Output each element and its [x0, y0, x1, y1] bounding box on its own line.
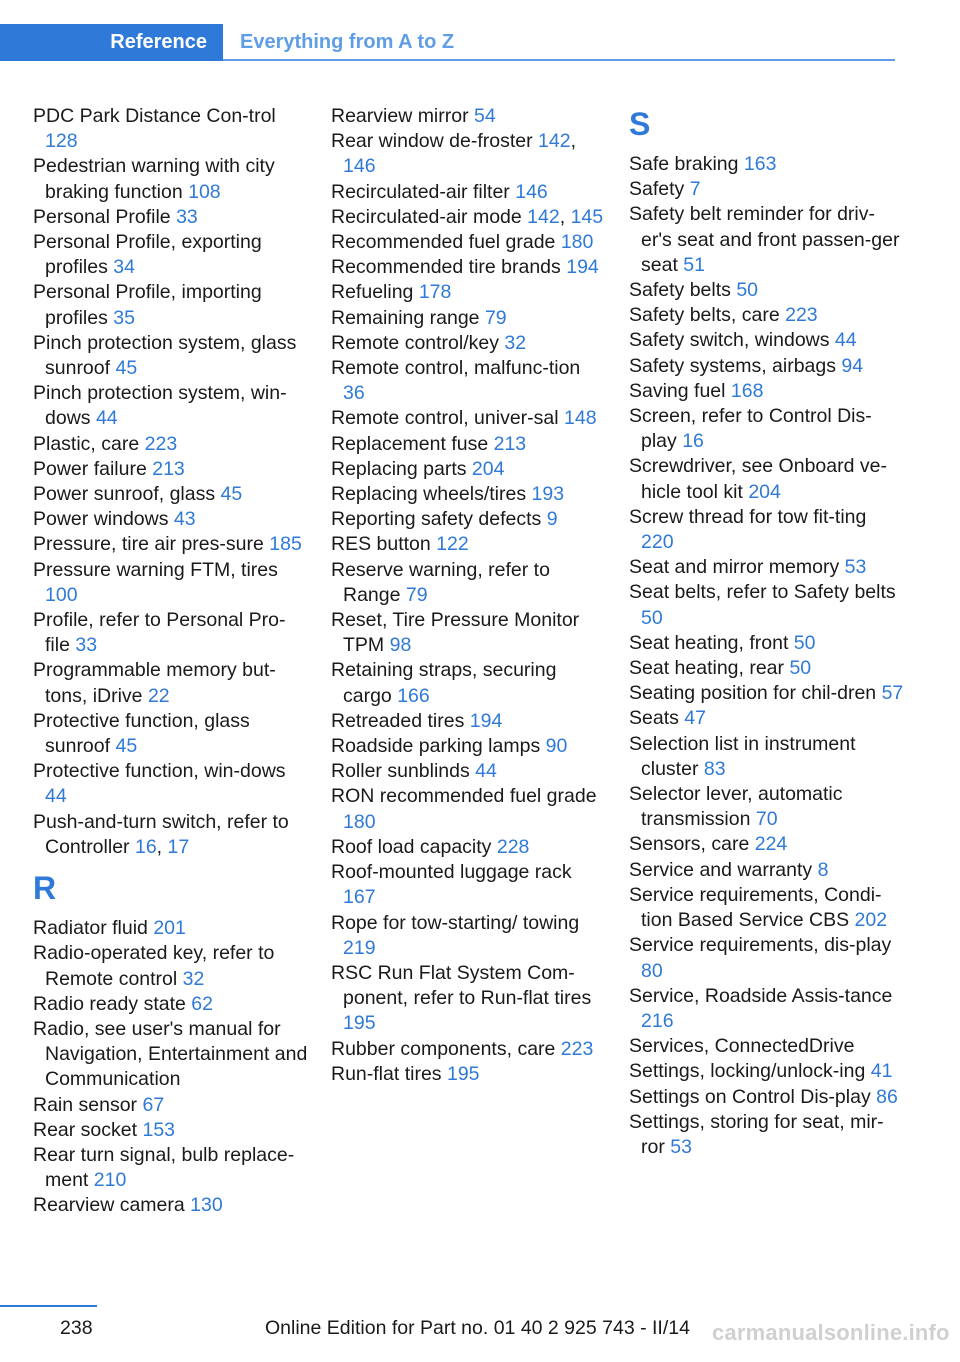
index-entry — [629, 706, 904, 731]
index-page-link[interactable]: 219 — [343, 936, 376, 959]
index-entry-term: Push-and-turn switch, refer to Controller — [33, 810, 289, 858]
index-entry — [629, 883, 904, 933]
index-page-link[interactable]: 146 — [515, 180, 548, 203]
edition-note: Online Edition for Part no. 01 40 2 925 743 - II/14 — [265, 1317, 690, 1339]
index-page-link[interactable]: 50 — [641, 606, 663, 629]
index-entry-term: Radio, see user's manual for Navigation, Entertainment and Communication — [33, 1017, 308, 1091]
index-entry — [629, 328, 904, 353]
index-entry-term: Recommended fuel grade — [331, 231, 556, 254]
index-entry — [33, 1193, 308, 1218]
index-page-link[interactable]: 216 — [641, 1009, 674, 1032]
index-page-link[interactable]: 220 — [641, 531, 674, 554]
index-page-link[interactable]: 45 — [115, 357, 138, 380]
index-entry — [331, 180, 606, 205]
index-page-link[interactable]: 53 — [670, 1135, 692, 1158]
index-page-link[interactable]: 86 — [876, 1085, 898, 1108]
index-entry-term: RON recommended fuel grade — [331, 785, 597, 808]
index-entry-term: Pinch protection system, glass sunroof — [33, 331, 297, 380]
index-page-link[interactable]: 57 — [881, 682, 904, 705]
index-page-link[interactable]: 210 — [93, 1169, 127, 1192]
index-entry-term: Selector lever, automatic transmission — [629, 783, 843, 831]
watermark-logo: carmanualsonline.info — [712, 1320, 950, 1345]
index-page-link[interactable]: 22 — [147, 684, 170, 707]
index-entry-term: Rear window de-froster — [331, 130, 533, 153]
index-page-link[interactable]: 146 — [343, 155, 376, 178]
index-page-link[interactable]: 45 — [115, 735, 138, 758]
index-page-link[interactable]: 142 — [538, 130, 571, 153]
index-entry — [331, 784, 606, 834]
index-entry-term: Recirculated-air filter — [331, 180, 510, 203]
index-page-link[interactable]: 35 — [113, 306, 135, 329]
index-page-link[interactable]: 33 — [75, 634, 98, 657]
index-entry-term: Remaining range — [331, 306, 480, 329]
index-entry-term: Power windows — [33, 508, 169, 531]
index-entry-term: Retreaded tires — [331, 709, 465, 732]
index-entry-term: Remote control/key — [331, 331, 499, 354]
index-column-3 — [629, 104, 904, 1160]
index-entry-term: Power sunroof, glass — [33, 483, 216, 506]
index-page-link[interactable]: 122 — [436, 533, 469, 556]
index-entry — [33, 205, 308, 230]
index-entry — [629, 580, 904, 630]
index-entry-term: Roadside parking lamps — [331, 735, 541, 758]
index-page-link[interactable]: 44 — [95, 407, 118, 430]
index-page-link[interactable]: 9 — [546, 508, 558, 531]
index-page-link[interactable]: 193 — [531, 483, 565, 506]
index-entry — [331, 1062, 606, 1087]
index-page-link[interactable]: 33 — [176, 205, 198, 228]
index-page-link[interactable]: 94 — [841, 354, 864, 377]
index-entry — [629, 732, 904, 782]
index-entry — [629, 782, 904, 832]
index-entry — [629, 454, 904, 504]
index-entry — [33, 432, 308, 457]
index-entry — [33, 658, 308, 708]
index-entry — [629, 278, 904, 303]
index-page-link[interactable]: 70 — [755, 808, 778, 831]
index-entry-term: Service and warranty — [629, 858, 813, 881]
index-entry-term: Replacement fuse — [331, 432, 489, 455]
index-entry — [629, 303, 904, 328]
index-entry — [629, 1085, 904, 1110]
index-entry — [629, 177, 904, 202]
index-entry-term: Rain sensor — [33, 1093, 138, 1116]
index-page-link[interactable]: 202 — [854, 909, 888, 932]
index-entry-term: Service, Roadside Assis-tance — [629, 984, 893, 1007]
index-entry-term: Rubber components, care — [331, 1037, 556, 1060]
index-entry-term: Seats — [629, 707, 679, 730]
index-entry — [33, 709, 308, 759]
header-subsection-title: Everything from A to Z — [240, 31, 455, 53]
index-entry-term: Personal Profile, importing profiles — [33, 281, 262, 329]
index-entry — [33, 1118, 308, 1143]
index-page-link[interactable]: 83 — [703, 757, 726, 780]
index-page-link[interactable]: 44 — [834, 329, 857, 352]
index-page-link[interactable]: 44 — [45, 785, 67, 808]
index-page-link[interactable]: 223 — [560, 1037, 594, 1060]
index-entry — [629, 832, 904, 857]
index-entry-term: Settings on Control Dis-play — [629, 1085, 871, 1108]
index-page-link[interactable]: 79 — [405, 583, 428, 606]
index-entry-term: Pinch protection system, win-dows — [33, 382, 287, 430]
index-entry — [331, 1037, 606, 1062]
index-page-link[interactable]: 16 — [134, 835, 157, 858]
index-entry — [331, 406, 606, 431]
index-entry-term: Saving fuel — [629, 379, 726, 402]
index-page-link[interactable]: 145 — [570, 205, 604, 228]
index-entry — [331, 331, 606, 356]
index-entry — [629, 656, 904, 681]
index-page-link[interactable]: 168 — [730, 379, 764, 402]
index-entry — [33, 507, 308, 532]
index-entry-term: Safety belt reminder for driv-er's seat and front passen-ger seat — [629, 203, 900, 276]
index-page-link[interactable]: 153 — [142, 1118, 176, 1141]
index-entry — [33, 381, 308, 431]
index-entry-term: Protective function, win-dows — [33, 760, 286, 783]
index-entry-term: Reserve warning, refer to Range — [331, 558, 550, 606]
index-entry — [629, 152, 904, 177]
index-entry — [629, 404, 904, 454]
index-page-link[interactable]: 128 — [45, 130, 78, 153]
index-page-link[interactable]: 224 — [754, 833, 788, 856]
index-entry — [33, 916, 308, 941]
index-entry — [629, 379, 904, 404]
index-page-link[interactable]: 178 — [418, 281, 452, 304]
index-entry-term: Roller sunblinds — [331, 760, 470, 783]
index-entry-term: Screwdriver, see Onboard ve-hicle tool kit — [629, 455, 887, 503]
index-entry — [629, 1059, 904, 1084]
index-entry — [629, 505, 904, 555]
index-page-link[interactable]: 204 — [748, 480, 781, 503]
index-column-2 — [331, 104, 606, 1087]
index-entry — [331, 306, 606, 331]
index-page-link[interactable]: 204 — [471, 457, 505, 480]
index-entry — [331, 658, 606, 708]
index-entry-term: PDC Park Distance Con-trol — [33, 105, 276, 127]
index-entry — [33, 941, 308, 991]
index-page-link[interactable]: 79 — [484, 306, 507, 329]
index-entry-term: Personal Profile, exporting profiles — [33, 231, 262, 279]
index-entry — [331, 230, 606, 255]
index-letter-heading: S — [629, 106, 651, 142]
index-entry — [629, 202, 904, 278]
index-entry — [33, 230, 308, 280]
index-entry — [331, 961, 606, 1037]
index-entry-term: Seating position for chil-dren — [629, 682, 877, 705]
index-entry-term: Refueling — [331, 281, 414, 304]
index-page-link[interactable]: 98 — [389, 634, 412, 657]
index-page-link[interactable]: 47 — [684, 707, 706, 730]
index-entry — [331, 356, 606, 406]
index-entry-term: Settings, storing for seat, mir-ror — [629, 1110, 884, 1158]
index-entry — [331, 104, 606, 129]
index-page-link[interactable]: 180 — [343, 810, 376, 833]
index-page-link[interactable]: 44 — [475, 760, 497, 783]
index-page-link[interactable]: 100 — [45, 583, 78, 606]
index-entry — [331, 507, 606, 532]
index-page-link[interactable]: 53 — [844, 556, 867, 579]
index-page-link[interactable]: 194 — [566, 256, 599, 279]
index-entry-term: Personal Profile — [33, 205, 171, 228]
index-entry-term: Power failure — [33, 457, 147, 480]
footer-rule — [0, 1305, 97, 1307]
index-entry-term: Programmable memory but-tons, iDrive — [33, 659, 276, 707]
header-rule — [223, 59, 895, 61]
index-page-link[interactable]: 45 — [220, 483, 243, 506]
index-entry-term: Safety switch, windows — [629, 329, 830, 352]
index-entry — [331, 482, 606, 507]
index-entry-term: Recommended tire brands — [331, 256, 561, 279]
index-page-link[interactable]: 213 — [493, 432, 527, 455]
index-entry-term: Screw thread for tow fit-ting — [629, 505, 867, 528]
index-entry-term: Reporting safety defects — [331, 508, 542, 531]
index-entry — [331, 911, 606, 961]
index-entry — [33, 154, 308, 204]
index-entry — [331, 255, 606, 280]
index-page-link[interactable]: 80 — [641, 959, 663, 982]
index-page-link[interactable]: 142 — [527, 205, 560, 228]
index-entry-term: RSC Run Flat System Com-ponent, refer to Run-flat tires — [331, 961, 592, 1010]
index-entry — [331, 860, 606, 910]
index-entry — [33, 1143, 308, 1193]
index-entry — [629, 631, 904, 656]
index-page-link[interactable]: 195 — [343, 1012, 376, 1035]
index-entry-term: Safety belts — [629, 279, 731, 302]
index-page-link[interactable]: 17 — [167, 835, 190, 858]
index-entry-term: Remote control, univer-sal — [331, 407, 559, 430]
index-entry-term: Safe braking — [629, 153, 739, 175]
index-entry-term: Retaining straps, securing cargo — [331, 659, 557, 707]
index-page-link[interactable]: 8 — [817, 858, 829, 881]
index-page-link[interactable]: 16 — [682, 430, 704, 453]
index-letter-heading: R — [33, 870, 57, 907]
index-entry: Push-and-turn switch, refer to Controller 16, 17 — [33, 810, 289, 858]
index-entry — [331, 532, 606, 557]
index-entry-term: Rearview mirror — [331, 105, 469, 127]
index-page-link[interactable]: 50 — [736, 279, 759, 302]
index-page-link[interactable]: 54 — [474, 105, 496, 127]
index-entry-term: Replacing parts — [331, 457, 467, 480]
index-entry — [33, 532, 308, 557]
index-entry-term: Pedestrian warning with city braking function — [33, 155, 275, 203]
index-entry — [331, 608, 606, 658]
index-entry-term: Safety — [629, 178, 685, 201]
index-entry-term: RES button — [331, 533, 431, 556]
index-page-link[interactable]: 90 — [545, 735, 568, 758]
index-page-link[interactable]: 148 — [564, 407, 597, 430]
index-page-link[interactable]: 50 — [793, 631, 816, 654]
index-page-link[interactable]: 67 — [142, 1093, 165, 1116]
index-page-link[interactable]: 130 — [190, 1194, 223, 1217]
index-entry-term: Rear turn signal, bulb replace-ment — [33, 1143, 295, 1192]
index-page-link[interactable]: 34 — [113, 256, 135, 279]
index-entry — [629, 984, 904, 1034]
index-entry — [629, 354, 904, 379]
index-entry — [331, 734, 606, 759]
index-entry — [331, 558, 606, 608]
index-entry-term: Pressure warning FTM, tires — [33, 558, 278, 581]
index-page-link[interactable]: 201 — [153, 917, 186, 940]
index-page-link[interactable]: 108 — [188, 180, 221, 203]
index-entry-term: Radio ready state — [33, 992, 186, 1015]
index-page-link[interactable]: 167 — [343, 886, 376, 909]
index-page-link[interactable]: 51 — [683, 253, 705, 276]
index-entry-term: Remote control, malfunc-tion — [331, 357, 581, 380]
index-entry — [33, 1017, 308, 1093]
index-entry — [629, 1034, 904, 1059]
index-page-link[interactable]: 185 — [269, 533, 302, 556]
index-entry — [331, 709, 606, 734]
index-entry — [33, 759, 308, 809]
index-entry — [33, 280, 308, 330]
index-entry — [331, 432, 606, 457]
index-page-link[interactable]: 62 — [191, 992, 213, 1015]
index-entry-term: Plastic, care — [33, 432, 140, 455]
index-entry-term: Safety belts, care — [629, 304, 780, 327]
index-entry — [629, 858, 904, 883]
index-entry — [33, 1093, 308, 1118]
index-page-link[interactable]: 163 — [743, 153, 777, 175]
index-entry-term: Replacing wheels/tires — [331, 483, 527, 506]
index-entry-term: Seat belts, refer to Safety belts — [629, 581, 896, 604]
index-entry-term: Rear socket — [33, 1118, 138, 1141]
index-entry — [331, 759, 606, 784]
index-entry-term: Settings, locking/unlock-ing — [629, 1060, 866, 1083]
index-entry — [33, 457, 308, 482]
index-entry-term: Radio-operated key, refer to Remote control — [33, 942, 275, 990]
page-number: 238 — [60, 1317, 93, 1339]
index-entry-term: Protective function, glass sunroof — [33, 709, 250, 758]
index-page-link[interactable]: 166 — [397, 684, 430, 707]
index-page-link[interactable]: 43 — [173, 508, 196, 531]
index-entry — [331, 280, 606, 305]
index-entry-term: Seat heating, rear — [629, 657, 785, 680]
index-entry — [33, 104, 308, 154]
index-entry-term: Screen, refer to Control Dis-play — [629, 405, 872, 453]
index-entry-term: Roof load capacity — [331, 835, 492, 858]
index-entry — [629, 933, 904, 983]
index-entry-term: Profile, refer to Personal Pro-file — [33, 609, 286, 657]
index-entry-term: Safety systems, airbags — [629, 354, 836, 377]
index-page-link[interactable]: 36 — [343, 382, 365, 405]
index-entry-term: Services, ConnectedDrive — [629, 1035, 855, 1058]
index-entry-term: Pressure, tire air pres-sure — [33, 533, 264, 556]
index-entry-term: Reset, Tire Pressure Monitor TPM — [331, 609, 580, 657]
index-page-link[interactable]: 32 — [504, 331, 527, 354]
index-entry-term: Recirculated-air mode — [331, 205, 522, 228]
index-entry-term: Selection list in instrument cluster — [629, 732, 856, 780]
index-entry — [331, 457, 606, 482]
index-entry-term: Rope for tow-starting/ towing — [331, 911, 580, 934]
index-page-link[interactable]: 223 — [785, 304, 818, 327]
index-column-1 — [33, 104, 308, 1219]
index-page-link[interactable]: 223 — [144, 432, 178, 455]
header-section-tab: Reference — [0, 24, 223, 61]
index-page-link[interactable]: 228 — [496, 835, 530, 858]
index-page-link[interactable]: 213 — [152, 457, 185, 480]
index-entry-term: Service requirements, Condi-tion Based Service CBS — [629, 883, 882, 932]
index-entry — [629, 555, 904, 580]
index-entry-term: Rearview camera — [33, 1194, 185, 1217]
index-entry — [33, 992, 308, 1017]
index-entry-term: Radiator fluid — [33, 917, 148, 940]
index-entry — [33, 608, 308, 658]
index-page-link[interactable]: 195 — [446, 1062, 480, 1085]
index-entry — [629, 1110, 904, 1160]
index-entry-term: Run-flat tires — [331, 1062, 442, 1085]
index-page-link[interactable]: 50 — [789, 657, 812, 680]
index-entry: Recirculated-air mode 142, 145 — [331, 205, 604, 228]
index-page-link[interactable]: 7 — [689, 178, 701, 201]
index-entry-term: Service requirements, dis-play — [629, 934, 892, 957]
index-page-link[interactable]: 32 — [182, 967, 205, 990]
index-page-link[interactable]: 180 — [560, 231, 594, 254]
index-entry — [331, 835, 606, 860]
index-page-link[interactable]: 41 — [870, 1060, 893, 1083]
index-entry — [629, 681, 904, 706]
index-entry — [33, 482, 308, 507]
index-page-link[interactable]: 194 — [469, 709, 503, 732]
index-entry-term: Seat and mirror memory — [629, 556, 840, 579]
index-entry: Rear window de-froster 142, 146 — [331, 130, 576, 178]
index-entry-term: Seat heating, front — [629, 631, 789, 654]
index-entry-term: Sensors, care — [629, 833, 750, 856]
index-entry-term: Roof-mounted luggage rack — [331, 861, 572, 884]
index-entry — [33, 331, 308, 381]
page-header — [0, 24, 895, 61]
index-entry — [33, 558, 308, 608]
